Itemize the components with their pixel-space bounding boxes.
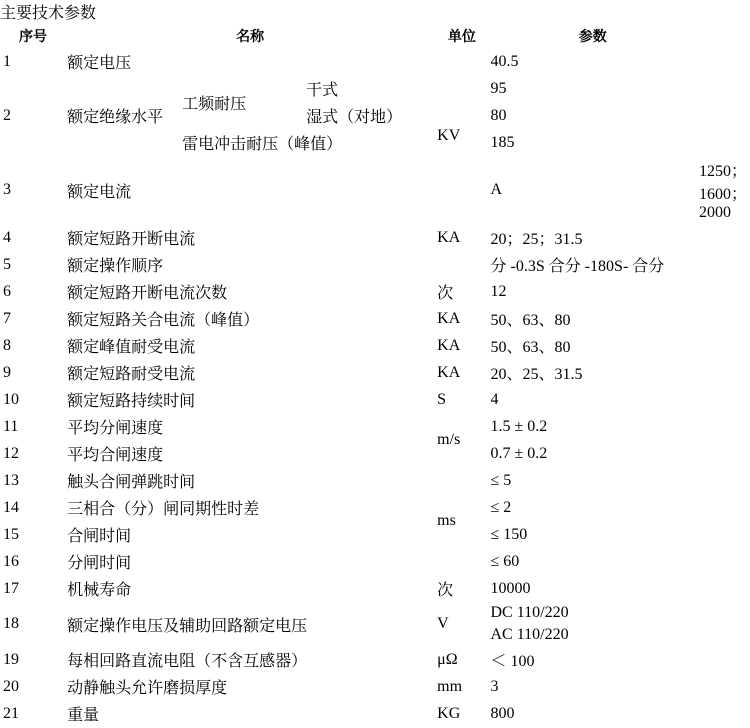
row-number: 20 xyxy=(3,677,19,695)
row-unit: KG xyxy=(437,704,461,722)
row-value: ＜ 100 xyxy=(490,653,535,671)
row-name: 额定电压 xyxy=(67,55,132,73)
row-number: 17 xyxy=(3,579,19,597)
table-row xyxy=(2,225,748,250)
row-value: 20、25、31.5 xyxy=(490,366,583,384)
row-value: 0.7 ± 0.2 xyxy=(490,444,548,462)
table-row xyxy=(2,701,748,726)
row-name: 三相合（分）闸同期性时差 xyxy=(67,501,260,519)
table-row xyxy=(2,441,748,466)
table-row xyxy=(2,333,748,358)
row-name: 额定短路关合电流（峰值） xyxy=(67,312,260,330)
table-row xyxy=(2,549,748,574)
row-unit: 次 xyxy=(437,285,454,303)
table-row xyxy=(2,647,748,672)
row-value: 800 xyxy=(490,704,515,722)
row-name: 额定短路持续时间 xyxy=(67,393,196,411)
row-value: 80 xyxy=(490,106,507,124)
row-name: 额定绝缘水平 xyxy=(67,109,164,127)
row-unit: KA xyxy=(437,228,461,246)
table-row xyxy=(2,387,748,412)
header-unit: 单位 xyxy=(447,30,476,46)
table-row xyxy=(2,674,748,699)
row-number: 14 xyxy=(3,498,19,516)
row-number: 9 xyxy=(3,363,11,381)
row-number: 3 xyxy=(3,181,11,199)
row-number: 4 xyxy=(3,228,11,246)
table-row xyxy=(2,360,748,385)
row-unit: KA xyxy=(437,363,461,381)
row-number: 1 xyxy=(3,52,11,70)
row-name: 重量 xyxy=(67,707,100,725)
row-value: 10000 xyxy=(490,579,531,597)
row-unit: S xyxy=(437,390,447,408)
row-name: 平均分闸速度 xyxy=(67,420,164,438)
row-number: 11 xyxy=(3,417,19,435)
row-value: 50、63、80 xyxy=(490,339,571,357)
table-row xyxy=(2,157,748,223)
row-name: 动静触头允许磨损厚度 xyxy=(67,680,228,698)
table-row xyxy=(2,495,748,520)
row-number: 12 xyxy=(3,444,19,462)
row-unit: KV xyxy=(437,127,461,145)
row-number: 15 xyxy=(3,525,19,543)
row-name: 每相回路直流电阻（不含互感器） xyxy=(67,653,308,671)
row-unit: mm xyxy=(437,677,463,695)
row-name: 分闸时间 xyxy=(67,555,132,573)
row-name: 合闸时间 xyxy=(67,528,132,546)
row-name: 平均合闸速度 xyxy=(67,447,164,465)
row-number: 18 xyxy=(3,615,19,633)
header-name: 名称 xyxy=(236,30,265,46)
row-number: 13 xyxy=(3,471,19,489)
row-value: 1250；1600；2000 xyxy=(698,163,747,222)
row-unit: V xyxy=(437,615,449,633)
row-unit: A xyxy=(490,181,503,199)
row-value: ≤ 60 xyxy=(490,552,520,570)
table-row xyxy=(2,49,748,74)
row-unit: KA xyxy=(437,309,461,327)
row-number: 21 xyxy=(3,704,19,722)
row-unit xyxy=(436,252,487,277)
row-value: 185 xyxy=(490,133,515,151)
row-name: 额定短路耐受电流 xyxy=(67,366,196,384)
row-name: 机械寿命 xyxy=(67,582,132,600)
row-value: ≤ 2 xyxy=(490,498,512,516)
row-number: 5 xyxy=(3,255,11,273)
spec-table xyxy=(0,23,750,728)
row-value: 4 xyxy=(490,390,499,408)
row-name: 额定峰值耐受电流 xyxy=(67,339,196,357)
row-subname: 干式 xyxy=(306,82,339,100)
row-value: DC 110/220 xyxy=(490,604,569,622)
row-name: 触头合闸弹跳时间 xyxy=(67,474,196,492)
row-subname: 雷电冲击耐压（峰值） xyxy=(182,136,343,154)
row-value: 3 xyxy=(490,677,499,695)
table-row xyxy=(2,279,748,304)
row-value: 1.5 ± 0.2 xyxy=(490,417,548,435)
row-value: AC 110/220 xyxy=(490,626,569,644)
row-value: 12 xyxy=(490,282,507,300)
header-param: 参数 xyxy=(578,30,607,46)
row-number: 19 xyxy=(3,650,19,668)
header-seq: 序号 xyxy=(19,30,48,46)
row-value: 分 -0.3S 合分 -180S- 合分 xyxy=(490,258,665,276)
row-number: 10 xyxy=(3,390,19,408)
row-number: 6 xyxy=(3,282,11,300)
row-unit: 次 xyxy=(437,582,454,600)
row-subname: 湿式（对地） xyxy=(306,109,403,127)
table-row xyxy=(2,76,748,101)
table-row xyxy=(2,522,748,547)
table-row xyxy=(2,414,748,439)
table-row xyxy=(2,603,748,623)
row-name: 额定电流 xyxy=(67,183,132,201)
table-header-row xyxy=(2,25,748,47)
table-row xyxy=(2,576,748,601)
row-unit: μΩ xyxy=(437,650,458,668)
row-value: ≤ 150 xyxy=(490,525,528,543)
row-value: 40.5 xyxy=(490,52,519,70)
row-name: 额定操作顺序 xyxy=(67,258,164,276)
row-number: 2 xyxy=(3,106,11,124)
page-title: 主要技术参数 xyxy=(0,5,97,22)
row-name: 额定短路开断电流 xyxy=(67,231,196,249)
row-unit: ms xyxy=(437,512,456,530)
row-value: 95 xyxy=(490,79,507,97)
row-value: 50、63、80 xyxy=(490,312,571,330)
row-number: 7 xyxy=(3,309,11,327)
row-number: 16 xyxy=(3,552,19,570)
row-name: 额定操作电压及辅助回路额定电压 xyxy=(67,617,308,635)
table-row xyxy=(2,252,748,277)
table-row xyxy=(2,468,748,493)
row-subname: 工频耐压 xyxy=(182,95,247,113)
row-value: 20；25；31.5 xyxy=(490,231,583,249)
row-number: 8 xyxy=(3,336,11,354)
row-unit: KA xyxy=(437,336,461,354)
row-unit: m/s xyxy=(437,431,461,449)
table-row xyxy=(2,306,748,331)
row-value: ≤ 5 xyxy=(490,471,512,489)
row-name: 额定短路开断电流次数 xyxy=(67,285,228,303)
